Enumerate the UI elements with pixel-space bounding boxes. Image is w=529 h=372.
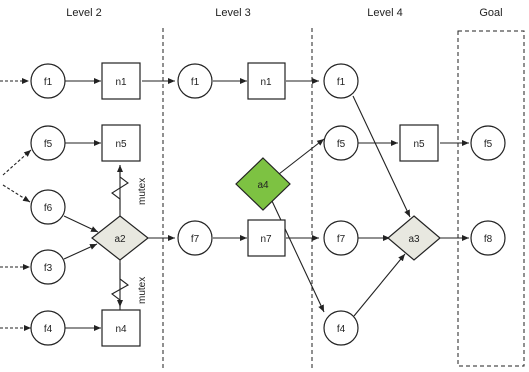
goal-header: Goal — [479, 7, 503, 19]
level-4-header: Level 4 — [367, 7, 403, 19]
noop-node-n1-level2-label: n1 — [115, 77, 127, 88]
fact-node-f5-level4-label: f5 — [336, 139, 346, 150]
fact-node-f1-level2-label: f1 — [43, 77, 53, 88]
action-node-a4-label: a4 — [257, 180, 269, 191]
incoming-edge-f5 — [3, 150, 31, 175]
mutex-label-lower: mutex — [137, 276, 148, 304]
noop-node-n5-level2-label: n5 — [115, 139, 127, 150]
fact-node-f1-level4-label: f1 — [336, 77, 346, 88]
action-node-a3-label: a3 — [408, 234, 420, 245]
action-node-a2-label: a2 — [114, 234, 126, 245]
mutex-label-upper: mutex — [137, 177, 148, 205]
fact-node-f7-level4-label: f7 — [336, 234, 346, 245]
fact-node-f6-level2-label: f6 — [43, 203, 53, 214]
noop-node-n1-level3-label: n1 — [260, 77, 272, 88]
goal-node-f5-label: f5 — [483, 139, 493, 150]
goal-box — [458, 31, 524, 366]
noop-node-n4-level2-label: n4 — [115, 324, 127, 335]
level-3-header: Level 3 — [215, 7, 251, 19]
incoming-edge-f6 — [3, 185, 30, 202]
fact-node-f3-level2-label: f3 — [43, 263, 53, 274]
mutex-link-upper — [112, 165, 128, 210]
goal-node-f8-label: f8 — [483, 234, 493, 245]
noop-node-n7-level3-label: n7 — [260, 234, 272, 245]
fact-node-f1-level3-label: f1 — [190, 77, 200, 88]
fact-node-f5-level2-label: f5 — [43, 139, 53, 150]
fact-node-f7-level3-label: f7 — [190, 234, 200, 245]
fact-node-f4-level4-label: f4 — [336, 324, 346, 335]
fact-node-f4-level2-label: f4 — [43, 324, 53, 335]
level-2-header: Level 2 — [66, 7, 102, 19]
noop-node-n5-level4-label: n5 — [413, 139, 425, 150]
